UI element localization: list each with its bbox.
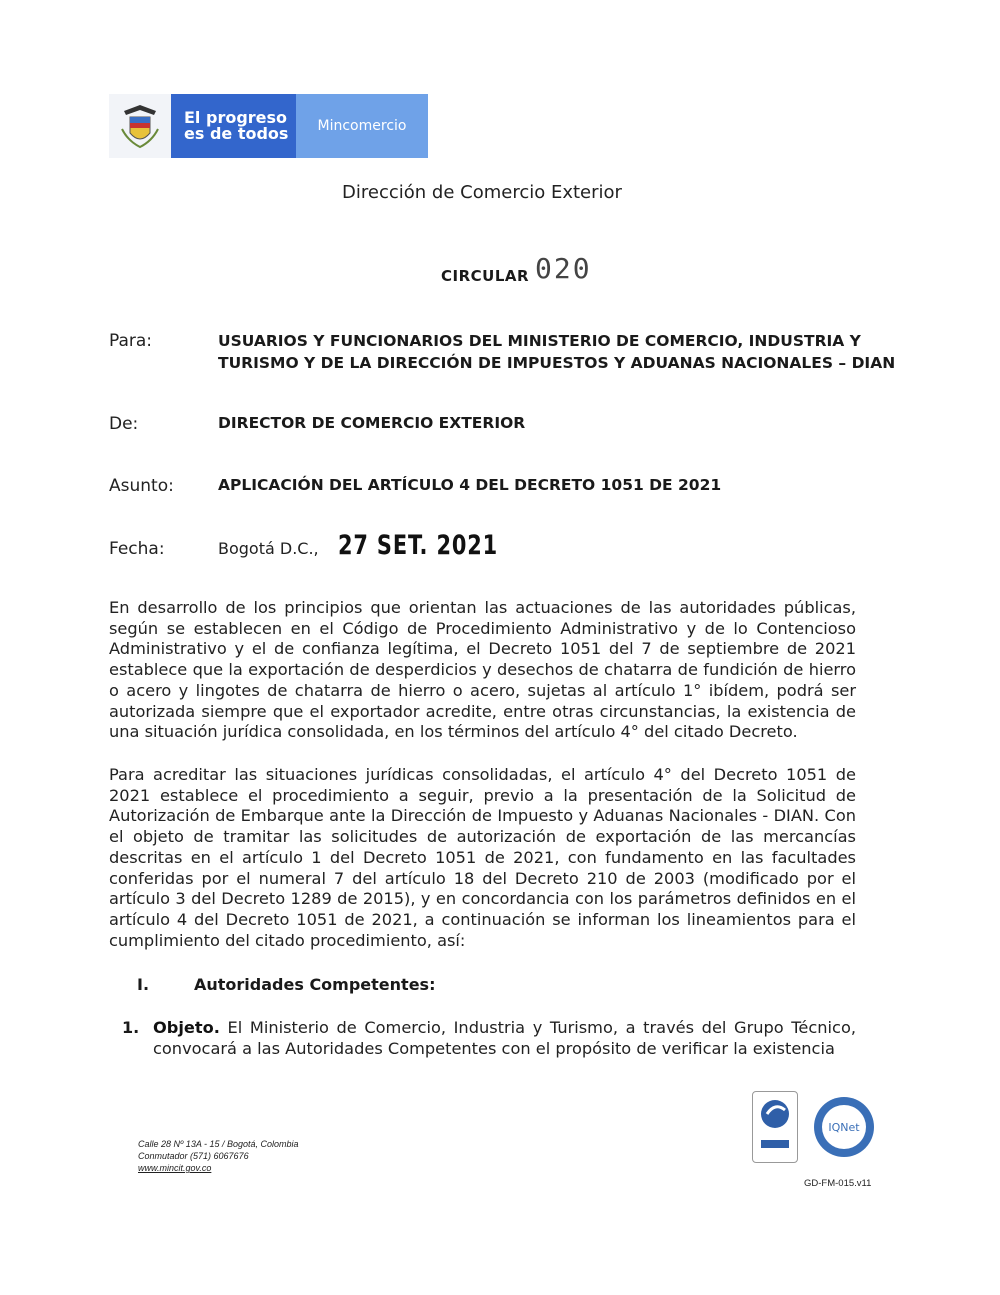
section-number: I. <box>137 975 150 994</box>
para-value-line2: TURISMO Y DE LA DIRECCIÓN DE IMPUESTOS Y ADUANAS NACIONALES – DIAN <box>218 354 896 372</box>
iqnet-certification-icon <box>814 1097 874 1157</box>
ministry-name: Mincomercio <box>296 94 428 158</box>
footer-contact <box>138 1138 299 1174</box>
para-label: Para: <box>109 331 153 351</box>
de-label: De: <box>109 414 139 434</box>
fecha-city: Bogotá D.C., <box>218 539 319 558</box>
footer-url[interactable]: www.mincit.gov.co <box>138 1163 212 1173</box>
item-number: 1. <box>122 1018 140 1037</box>
footer-phone: Conmutador (571) 6067676 <box>138 1151 249 1161</box>
paragraph-1: En desarrollo de los principios que orientan las actuaciones de las autoridades públicas, según se establecen en el Código de Procedimiento Administrativo y de lo Contencioso Administrativo y el de confianza legítima, el Decreto 1051 del 7 de septiembre de 2021 establece que la exportación de desperdicios y desechos de chatarra de fundición de hierro o acero y lingotes de chatarra de hierro o acero, sujetas al artículo 1° ibídem, podrá ser autorizada siempre que el exportador acredite, entre otras circunstancias, la existencia de una situación jurídica consolidada, en los términos del artículo 4° del citado Decreto. <box>109 598 856 742</box>
date-stamp: 27 SET. 2021 <box>338 530 499 561</box>
slogan-block <box>171 94 296 158</box>
paragraph-2: Para acreditar las situaciones jurídicas consolidadas, el artículo 4° del Decreto 1051 de 2021 establece el procedimiento a seguir, previo a la presentación de la Solicitud de Autorización de Embarque ante la Dirección de Impuesto y Aduanas Nacionales - DIAN. Con el objeto de tramitar las solicitudes de autorización de exportación de las mercancías descritas en el artículo 1 del Decreto 1051 de 2021, con fundamento en las facultades conferidas por el numeral 7 del artículo 18 del Decreto 210 de 2003 (modificado por el artículo 3 del Decreto 1289 de 2015), y en concordancia con los parámetros definidos en el artículo 4 del Decreto 1051 de 2021, a continuación se informan los lineamientos para el cumplimiento del citado procedimiento, así: <box>109 765 856 950</box>
fecha-label: Fecha: <box>109 539 165 559</box>
para-value-line1: USUARIOS Y FUNCIONARIOS DEL MINISTERIO DE COMERCIO, INDUSTRIA Y <box>218 332 861 350</box>
icontec-certification-icon <box>752 1091 798 1163</box>
item-heading: Objeto. <box>153 1018 220 1037</box>
asunto-label: Asunto: <box>109 476 174 496</box>
item-body: El Ministerio de Comercio, Industria y Turismo, a través del Grupo Técnico, convocará a las Autoridades Competentes con el propósito de verificar la existencia <box>153 1018 856 1058</box>
header-logo <box>109 94 428 158</box>
slogan-line2: es de todos <box>184 124 289 143</box>
footer-address: Calle 28 Nº 13A - 15 / Bogotá, Colombia <box>138 1139 299 1149</box>
coat-of-arms-icon <box>109 94 171 158</box>
para-value <box>218 330 895 374</box>
document-code: GD-FM-015.v11 <box>804 1178 872 1189</box>
section-title: Autoridades Competentes: <box>194 975 436 994</box>
slogan-line1: El progreso <box>184 108 288 127</box>
circular-number: 020 <box>535 252 592 285</box>
asunto-value: APLICACIÓN DEL ARTÍCULO 4 DEL DECRETO 1051 DE 2021 <box>218 476 722 494</box>
item-text <box>153 1018 856 1059</box>
department-title: Dirección de Comercio Exterior <box>342 182 622 203</box>
circular-label: CIRCULAR <box>441 267 530 285</box>
de-value: DIRECTOR DE COMERCIO EXTERIOR <box>218 414 526 432</box>
iqnet-label: IQNet <box>828 1121 860 1134</box>
